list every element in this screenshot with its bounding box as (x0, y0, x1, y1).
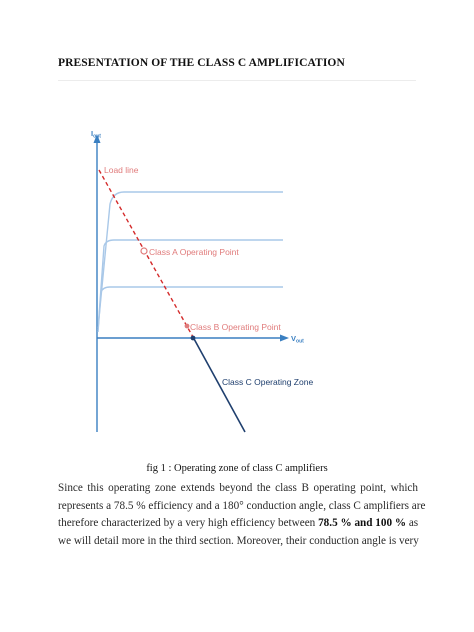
paragraph-line: we will detail more in the third section. Moreover, their conduction angle is very (58, 534, 419, 547)
output-curve-1 (98, 192, 283, 328)
paragraph-emphasis: 78.5 % and 100 % (318, 517, 407, 529)
class-c-label: Class C Operating Zone (222, 377, 314, 387)
x-axis-arrow (280, 335, 289, 342)
load-line-label: Load line (104, 165, 139, 175)
x-axis-label: $V_{out}$ (291, 334, 304, 345)
paragraph-text: as (406, 517, 419, 529)
class-b-point (185, 324, 190, 329)
section-heading: PRESENTATION OF THE CLASS C AMPLIFICATION (58, 57, 345, 69)
class-a-label: Class A Operating Point (149, 247, 239, 257)
class-b-label: Class B Operating Point (190, 322, 281, 332)
body-paragraph (58, 480, 426, 550)
class-a-point (141, 248, 147, 254)
class-c-point (191, 336, 196, 341)
y-axis-label: $I_{out}$ (91, 129, 101, 140)
paragraph-line: represents a 78.5 % efficiency and a 180° conduction angle, class C amplifiers are (58, 499, 426, 512)
figure-caption: fig 1 : Operating zone of class C amplifiers (146, 463, 328, 474)
paragraph-text: therefore characterized by a very high efficiency between (58, 517, 319, 529)
paragraph-line (58, 515, 418, 533)
paragraph-line: Since this operating zone extends beyond the class B operating point, which (58, 482, 418, 494)
